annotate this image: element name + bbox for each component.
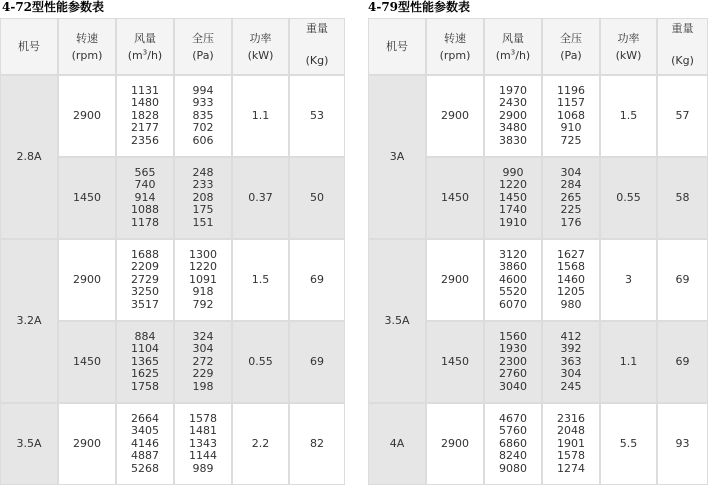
header-weight-label: 重量: [671, 22, 694, 35]
speed-value: 2900: [73, 272, 101, 286]
flow-value: 1910: [499, 215, 527, 229]
speed-value: 2900: [441, 272, 469, 286]
pressure-value: 1300: [189, 247, 217, 261]
speed-cell: [58, 239, 116, 321]
speed-cell: [426, 239, 484, 321]
weight-cell: [289, 403, 345, 485]
model-number: 3.5A: [384, 313, 410, 327]
flow-value: 565: [134, 165, 156, 179]
power-value: 1.5: [619, 108, 638, 122]
pressure-value: 198: [192, 379, 214, 393]
pressure-cell: [174, 321, 232, 403]
flow-value: 1450: [499, 190, 527, 204]
flow-value: 1131: [131, 83, 159, 97]
flow-value: 4146: [131, 436, 159, 450]
power-value: 0.37: [248, 190, 273, 204]
power-cell: [600, 403, 657, 485]
flow-cell: [484, 403, 542, 485]
header-pressure: [174, 18, 232, 75]
power-cell: [600, 239, 657, 321]
flow-value: 1365: [131, 354, 159, 368]
flow-value: 2729: [131, 272, 159, 286]
flow-value: 8240: [499, 449, 527, 463]
flow-value: 2664: [131, 411, 159, 425]
header-speed-label: 转速: [76, 31, 98, 45]
flow-value: 5268: [131, 461, 159, 475]
flow-value: 1828: [131, 108, 159, 122]
flow-cell: [116, 239, 174, 321]
model-cell: [368, 75, 426, 239]
speed-value: 1450: [73, 190, 101, 204]
model-cell: [368, 239, 426, 403]
pressure-value: 1343: [189, 436, 217, 450]
flow-value: 2760: [499, 367, 527, 381]
speed-cell: [58, 157, 116, 239]
table-4-79: [368, 18, 708, 485]
flow-value: 1930: [499, 342, 527, 356]
pressure-value: 994: [192, 83, 214, 97]
pressure-value: 835: [192, 108, 214, 122]
header-weight-unit: (Kg): [305, 54, 329, 67]
flow-value: 1688: [131, 247, 159, 261]
power-cell: [232, 403, 289, 485]
flow-value: 6070: [499, 297, 527, 311]
flow-value: 2900: [499, 108, 527, 122]
header-flow-unit: $(m^3/h)$: [127, 47, 163, 62]
weight-value: 93: [675, 436, 690, 450]
flow-value: 9080: [499, 461, 527, 475]
table-4-79-title: 4-79型性能参数表: [368, 0, 471, 14]
pressure-cell: [174, 157, 232, 239]
flow-cell: [484, 321, 542, 403]
weight-value: 50: [310, 190, 324, 204]
pressure-value: 980: [560, 297, 582, 311]
pressure-cell: [174, 75, 232, 157]
speed-cell: [58, 403, 116, 485]
flow-value: 1740: [499, 203, 527, 217]
flow-value: 1625: [131, 367, 159, 381]
flow-value: 1104: [131, 342, 159, 356]
header-flow-label: 风量: [134, 31, 156, 45]
header-weight: [657, 18, 708, 75]
speed-cell: [426, 75, 484, 157]
weight-cell: [289, 75, 345, 157]
pressure-cell: [174, 239, 232, 321]
speed-value: 2900: [73, 436, 101, 450]
pressure-cell: [542, 239, 600, 321]
power-value: 1.5: [251, 272, 270, 286]
pressure-cell: [174, 403, 232, 485]
flow-value: 3830: [499, 133, 527, 147]
flow-value: 4670: [499, 411, 527, 425]
pressure-value: 304: [192, 342, 214, 356]
model-number: 4A: [389, 436, 405, 450]
model-cell: [0, 75, 58, 239]
pressure-value: 363: [560, 354, 582, 368]
model-number: 3A: [389, 149, 405, 163]
flow-value: 2356: [131, 133, 159, 147]
flow-value: 1560: [499, 329, 527, 343]
model-number: 2.8A: [16, 149, 42, 163]
pressure-cell: [542, 403, 600, 485]
pressure-value: 324: [192, 329, 214, 343]
flow-value: 3517: [131, 297, 159, 311]
power-cell: [600, 157, 657, 239]
flow-value: 1970: [499, 83, 527, 97]
flow-value: 5520: [499, 285, 527, 299]
flow-value: 990: [502, 165, 524, 179]
power-value: 0.55: [616, 190, 641, 204]
pressure-value: 175: [192, 203, 214, 217]
header-power-label: 功率: [249, 31, 272, 45]
flow-value: 5760: [499, 424, 527, 438]
flow-value: 2177: [131, 121, 159, 135]
pressure-value: 233: [192, 178, 214, 192]
header-weight-unit: (Kg): [671, 54, 694, 67]
header-pressure-unit: (Pa): [192, 48, 214, 62]
flow-value: 2430: [499, 96, 527, 110]
pressure-value: 1068: [557, 108, 585, 122]
table-4-72-title: 4-72型性能参数表: [2, 0, 105, 14]
header-pressure-label: 全压: [560, 31, 582, 45]
weight-value: 69: [675, 272, 690, 286]
header-speed: [426, 18, 484, 75]
weight-value: 69: [310, 272, 324, 286]
table-4-72: [0, 18, 345, 485]
header-pressure-label: 全压: [192, 31, 214, 45]
model-cell: [0, 239, 58, 403]
flow-cell: [484, 75, 542, 157]
flow-value: 1480: [131, 96, 159, 110]
header-model-label: 机号: [386, 40, 408, 53]
flow-value: 740: [134, 178, 156, 192]
pressure-value: 1578: [189, 411, 217, 425]
weight-value: 69: [675, 354, 690, 368]
pressure-value: 910: [560, 121, 582, 135]
flow-value: 3120: [499, 247, 527, 261]
header-speed-unit: (rpm): [71, 48, 103, 62]
weight-cell: [657, 75, 708, 157]
flow-cell: [484, 157, 542, 239]
speed-value: 1450: [441, 190, 469, 204]
flow-value: 4600: [499, 272, 527, 286]
speed-value: 2900: [441, 436, 469, 450]
pressure-value: 989: [192, 461, 214, 475]
pressure-value: 1220: [189, 260, 217, 274]
power-value: 1.1: [619, 354, 638, 368]
power-value: 3: [625, 272, 632, 286]
flow-value: 6860: [499, 436, 527, 450]
pressure-value: 412: [560, 329, 582, 343]
header-power-unit: (kW): [247, 48, 274, 62]
header-flow: [484, 18, 542, 75]
header-power: [600, 18, 657, 75]
pressure-value: 1901: [557, 436, 585, 450]
pressure-cell: [542, 321, 600, 403]
pressure-cell: [542, 75, 600, 157]
weight-cell: [657, 157, 708, 239]
speed-cell: [426, 403, 484, 485]
flow-value: 1220: [499, 178, 527, 192]
header-pressure: [542, 18, 600, 75]
power-cell: [232, 75, 289, 157]
pressure-value: 1144: [189, 449, 217, 463]
weight-value: 58: [675, 190, 690, 204]
flow-value: 914: [134, 190, 156, 204]
weight-cell: [657, 321, 708, 403]
pressure-value: 208: [192, 190, 214, 204]
pressure-value: 1460: [557, 272, 585, 286]
flow-value: 1178: [131, 215, 159, 229]
header-weight: [289, 18, 345, 75]
flow-value: 2300: [499, 354, 527, 368]
weight-cell: [289, 239, 345, 321]
flow-cell: [116, 321, 174, 403]
pressure-value: 933: [192, 96, 214, 110]
pressure-value: 1481: [189, 424, 217, 438]
pressure-value: 176: [560, 215, 582, 229]
flow-value: 884: [134, 329, 156, 343]
pressure-value: 284: [560, 178, 582, 192]
power-cell: [600, 75, 657, 157]
pressure-value: 1274: [557, 461, 585, 475]
header-pressure-unit: (Pa): [560, 48, 582, 62]
pressure-value: 792: [192, 297, 214, 311]
flow-value: 1088: [131, 203, 159, 217]
flow-cell: [484, 239, 542, 321]
model-cell: [0, 403, 58, 485]
header-power: [232, 18, 289, 75]
pressure-value: 245: [560, 379, 582, 393]
speed-cell: [58, 75, 116, 157]
power-value: 2.2: [251, 436, 270, 450]
power-value: 5.5: [619, 436, 638, 450]
speed-value: 1450: [441, 354, 469, 368]
pressure-value: 1157: [557, 96, 585, 110]
pressure-value: 1205: [557, 285, 585, 299]
pressure-value: 1627: [557, 247, 585, 261]
flow-value: 3480: [499, 121, 527, 135]
model-number: 3.2A: [16, 313, 42, 327]
flow-value: 3405: [131, 424, 159, 438]
weight-cell: [657, 239, 708, 321]
pressure-value: 1196: [557, 83, 585, 97]
model-cell: [368, 403, 426, 485]
flow-value: 1758: [131, 379, 159, 393]
weight-value: 69: [310, 354, 324, 368]
header-flow-label: 风量: [502, 31, 524, 45]
weight-value: 53: [310, 108, 324, 122]
header-speed-unit: (rpm): [439, 48, 471, 62]
flow-value: 3040: [499, 379, 527, 393]
pressure-value: 1091: [189, 272, 217, 286]
header-power-unit: (kW): [615, 48, 642, 62]
pressure-value: 2316: [557, 411, 585, 425]
header-model: [368, 18, 426, 75]
pressure-value: 265: [560, 190, 582, 204]
pressure-value: 304: [560, 367, 582, 381]
pressure-value: 229: [192, 367, 214, 381]
power-cell: [232, 157, 289, 239]
pressure-value: 1568: [557, 260, 585, 274]
pressure-value: 272: [192, 354, 214, 368]
header-weight-label: 重量: [306, 22, 328, 35]
pressure-value: 151: [192, 215, 214, 229]
pressure-value: 304: [560, 165, 582, 179]
speed-cell: [426, 321, 484, 403]
speed-value: 1450: [73, 354, 101, 368]
power-cell: [232, 239, 289, 321]
pressure-cell: [542, 157, 600, 239]
weight-value: 82: [310, 436, 324, 450]
flow-value: 3250: [131, 285, 159, 299]
flow-cell: [116, 75, 174, 157]
pressure-value: 702: [192, 121, 214, 135]
pressure-value: 392: [560, 342, 582, 356]
power-cell: [600, 321, 657, 403]
speed-cell: [426, 157, 484, 239]
flow-value: 4887: [131, 449, 159, 463]
weight-cell: [289, 157, 345, 239]
model-number: 3.5A: [16, 436, 42, 450]
header-model: [0, 18, 58, 75]
flow-cell: [116, 157, 174, 239]
power-cell: [232, 321, 289, 403]
speed-value: 2900: [441, 108, 469, 122]
speed-value: 2900: [73, 108, 101, 122]
header-flow-unit: $(m^3/h)$: [495, 47, 531, 62]
header-flow: [116, 18, 174, 75]
pressure-value: 1578: [557, 449, 585, 463]
pressure-value: 725: [560, 133, 582, 147]
pressure-value: 606: [192, 133, 214, 147]
pressure-value: 225: [560, 203, 582, 217]
weight-cell: [657, 403, 708, 485]
weight-value: 57: [675, 108, 690, 122]
flow-cell: [116, 403, 174, 485]
header-model-label: 机号: [18, 40, 40, 53]
header-speed-label: 转速: [444, 31, 466, 45]
power-value: 0.55: [248, 354, 273, 368]
pressure-value: 248: [192, 165, 214, 179]
weight-cell: [289, 321, 345, 403]
pressure-value: 2048: [557, 424, 585, 438]
flow-value: 3860: [499, 260, 527, 274]
flow-value: 2209: [131, 260, 159, 274]
speed-cell: [58, 321, 116, 403]
header-power-label: 功率: [617, 31, 640, 45]
header-speed: [58, 18, 116, 75]
power-value: 1.1: [251, 108, 270, 122]
pressure-value: 918: [192, 285, 214, 299]
